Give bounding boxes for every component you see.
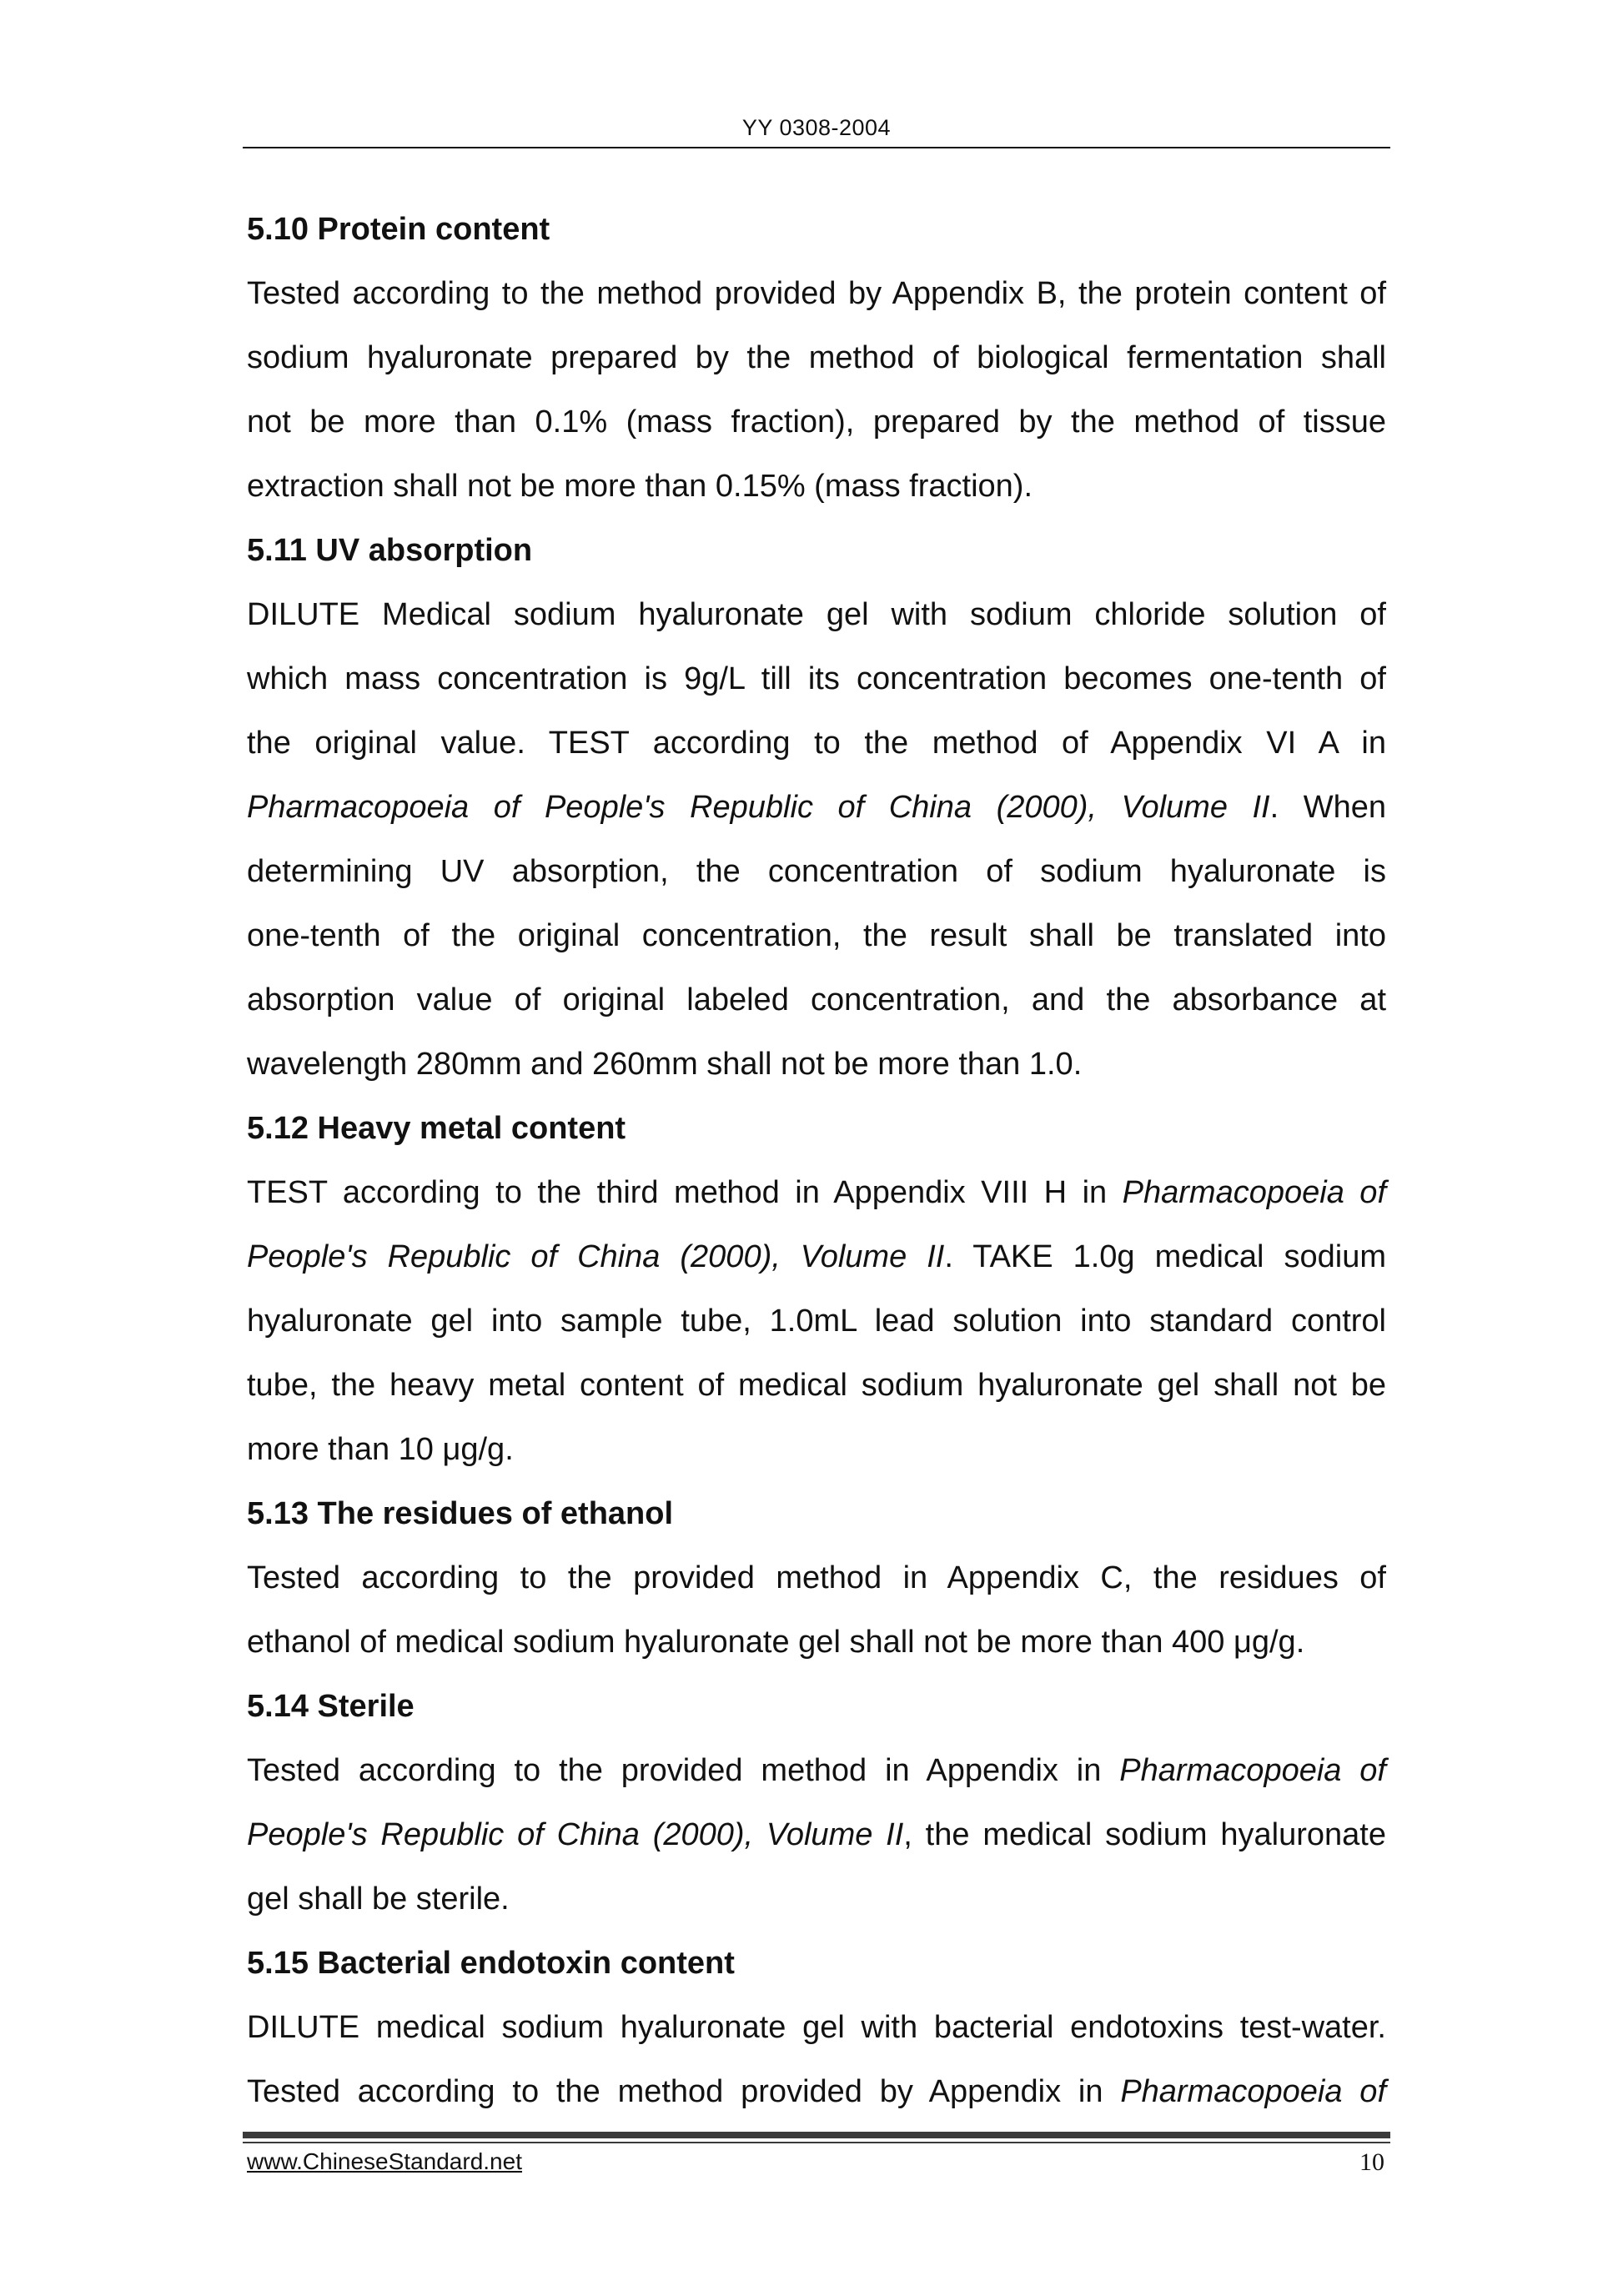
pharmacopoeia-title: Pharmacopoeia of: [1120, 2074, 1387, 2109]
paragraph-line: hyaluronate gel into sample tube, 1.0mL lead solution into standard control: [247, 1304, 1386, 1339]
paragraph-line: [247, 1225, 1386, 1289]
paragraph-line: extraction shall not be more than 0.15% (mass fraction).: [247, 469, 1033, 504]
paragraph-line: [247, 776, 1386, 840]
section-5-10-heading: 5.10 Protein content: [247, 212, 550, 247]
paragraph-line: gel shall be sterile.: [247, 1882, 510, 1917]
paragraph-text: , the medical sodium hyaluronate: [903, 1817, 1386, 1852]
section-5-11-heading: 5.11 UV absorption: [247, 533, 533, 568]
section-5-15-heading: 5.15 Bacterial endotoxin content: [247, 1946, 735, 1981]
pharmacopoeia-title: Pharmacopoeia of: [1122, 1175, 1386, 1210]
pharmacopoeia-title: Pharmacopoeia of: [1119, 1753, 1386, 1788]
paragraph-line: one-tenth of the original concentration, the result shall be translated into: [247, 918, 1386, 953]
pharmacopoeia-title: People's Republic of China (2000), Volume II: [247, 1239, 945, 1274]
page-number: 10: [1359, 2148, 1384, 2176]
paragraph-line: [247, 2060, 1386, 2124]
paragraph-line: more than 10 μg/g.: [247, 1432, 514, 1467]
paragraph-line: determining UV absorption, the concentration of sodium hyaluronate is: [247, 854, 1386, 889]
paragraph-line: Tested according to the method provided by Appendix B, the protein content of: [247, 276, 1386, 311]
paragraph-line: sodium hyaluronate prepared by the method of biological fermentation shall: [247, 340, 1386, 375]
footer-divider-thin: [243, 2142, 1390, 2143]
header-divider: [243, 147, 1390, 148]
paragraph-line: wavelength 280mm and 260mm shall not be more than 1.0.: [247, 1047, 1083, 1082]
paragraph-line: ethanol of medical sodium hyaluronate gel shall not be more than 400 μg/g.: [247, 1625, 1305, 1660]
document-body: [247, 198, 1386, 2124]
paragraph-text: Tested according to the method provided by Appendix in: [247, 2074, 1121, 2109]
pharmacopoeia-title: Pharmacopoeia of People's Republic of China (2000), Volume II: [247, 790, 1270, 825]
section-5-12-heading: 5.12 Heavy metal content: [247, 1111, 626, 1146]
paragraph-line: the original value. TEST according to the method of Appendix VI A in: [247, 726, 1386, 761]
paragraph-text: Tested according to the provided method in Appendix in: [247, 1753, 1120, 1788]
paragraph-text: TEST according to the third method in Appendix VIII H in: [247, 1175, 1123, 1210]
paragraph-line: [247, 1739, 1386, 1803]
section-5-14-heading: 5.14 Sterile: [247, 1689, 415, 1724]
paragraph-line: Tested according to the provided method in Appendix C, the residues of: [247, 1560, 1386, 1595]
paragraph-line: DILUTE Medical sodium hyaluronate gel with sodium chloride solution of: [247, 597, 1386, 632]
paragraph-line: absorption value of original labeled concentration, and the absorbance at: [247, 982, 1386, 1017]
paragraph-line: [247, 1161, 1386, 1225]
paragraph-line: [247, 1803, 1386, 1867]
document-code-header: YY 0308-2004: [741, 115, 892, 140]
section-5-13-heading: 5.13 The residues of ethanol: [247, 1496, 674, 1531]
paragraph-line: not be more than 0.1% (mass fraction), prepared by the method of tissue: [247, 404, 1386, 440]
paragraph-line: DILUTE medical sodium hyaluronate gel with bacterial endotoxins test-water.: [247, 2010, 1386, 2045]
website-link[interactable]: www.ChineseStandard.net: [247, 2148, 522, 2174]
paragraph-line: tube, the heavy metal content of medical sodium hyaluronate gel shall not be: [247, 1368, 1386, 1403]
footer-divider-thick: [243, 2132, 1390, 2138]
paragraph-text: . TAKE 1.0g medical sodium: [944, 1239, 1386, 1274]
paragraph-line: which mass concentration is 9g/L till its concentration becomes one-tenth of: [247, 661, 1386, 696]
paragraph-text: . When: [1269, 790, 1386, 825]
pharmacopoeia-title: People's Republic of China (2000), Volume II: [247, 1817, 904, 1852]
